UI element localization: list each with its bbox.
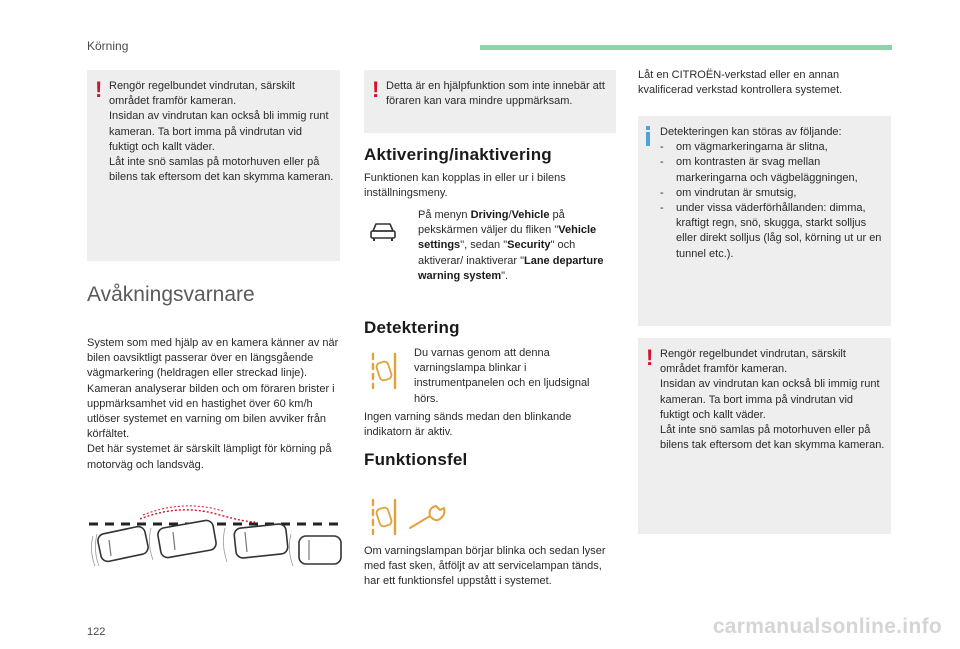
watermark-logo: carmanualsonline.info: [712, 615, 942, 638]
warning-box-assist-function: [364, 70, 616, 133]
warning-box-text: Rengör regelbundet vindrutan, särskilt området framför kameran. Insidan av vindrutan kan också bli immig runt kameran. Ta bort imma på vindrutan vid fuktigt och kallt väder. Låt inte snö samlas på motorhuven eller på bilens tak eftersom det kan skymma kameran.: [660, 348, 885, 452]
step-text: /: [508, 209, 512, 221]
lane-departure-illustration: [85, 500, 343, 576]
section-accent-bar: [480, 45, 892, 50]
detection-note: Ingen varning sänds medan den blinkande indikatorn är aktiv.: [364, 411, 572, 439]
step-text: på pekskärmen väljer du fliken ": [418, 209, 565, 237]
car-icon: [368, 220, 398, 244]
info-box-detection-disturbances: [638, 116, 891, 326]
road-cars-icon: [85, 500, 343, 576]
list-item: - om vägmarkeringarna är slitna,: [660, 141, 828, 154]
step-text: ".: [501, 269, 509, 282]
info-box-lead: Detekteringen kan störas av följande:: [660, 126, 842, 138]
list-item: - under vissa väderförhållanden: dimma, kraftigt regn, snö, skugga, starkt solljus eller direkt solljus (låg sol, körning ut ur en tunnel etc.).: [660, 202, 882, 260]
list-item: - om vindrutan är smutsig,: [660, 186, 797, 199]
heading-detection: Detektering: [364, 318, 460, 337]
section-label: Körning: [87, 39, 129, 53]
info-icon-dot: [646, 126, 650, 130]
warning-box-text: Rengör regelbundet vindrutan, särskilt området framför kameran. Insidan av vindrutan kan också bli immig runt kameran. Ta bort imma på vindrutan vid fuktigt och kallt väder. Låt inte snö samlas på motorhuven eller på bilens tak eftersom det kan skymma kameran.: [109, 80, 334, 184]
warning-exclamation-icon: !: [95, 77, 103, 102]
lane-lamp-icon: [368, 350, 400, 390]
warning-box-text: Detta är en hjälpfunktion som inte innebär att föraren kan vara mindre uppmärksam.: [386, 80, 605, 108]
workshop-check-text: Låt en CITROËN-verkstad eller en annan kvalificerad verkstad kontrollera systemet.: [638, 69, 843, 97]
lane-warning-lamp-icon: [368, 350, 400, 390]
list-item: - om kontrasten är svag mellan markeringarna och vägbeläggningen,: [660, 156, 858, 184]
activation-step: [418, 208, 608, 284]
page-number: 122: [87, 626, 106, 638]
fault-icons: [368, 496, 454, 536]
option-lane-departure-warning: Lane departure warning system: [418, 254, 604, 282]
heading-fault: Funktionsfel: [364, 450, 468, 469]
step-text: ", sedan ": [460, 239, 508, 252]
activation-intro: Funktionen kan kopplas in eller ur i bilens inställningsmeny.: [364, 172, 566, 200]
menu-vehicle: Vehicle: [511, 209, 550, 221]
lane-departure-description: System som med hjälp av en kamera känner av när bilen oavsiktligt passerar över en längsgående vägmarkering (heldragen eller streckad linje). Kameran analyserar bilden och om föraren brister i uppmärksamhet vid en hastighet över 60 km/h utlöser systemet en varning om bilen avviker från körfältet. Det här systemet är särskilt lämpligt för körning på motorväg och landsväg.: [87, 337, 339, 471]
fault-description: Om varningslampan börjar blinka och sedan lyser med fast sken, åtföljt av att servicelampan tänds, har ett funktionsfel uppstått i systemet.: [364, 545, 606, 588]
warning-box-camera-cleaning: [87, 70, 340, 261]
warning-box-camera-cleaning-2: [638, 338, 891, 534]
step-text: " och aktiverar/ inaktiverar ": [418, 239, 576, 267]
vehicle-settings-icon: [368, 220, 398, 244]
info-icon-bar: [646, 132, 650, 146]
step-text: På menyn: [418, 209, 471, 221]
lane-lamp-and-wrench-icon: [368, 496, 454, 536]
heading-lane-departure-warning: Avåkningsvarnare: [87, 283, 255, 306]
tab-vehicle-settings: Vehicle settings: [418, 224, 597, 252]
detection-warning-text: Du varnas genom att denna varningslampa blinkar i instrumentpanelen och en ljudsignal hörs.: [414, 347, 590, 405]
warning-exclamation-icon: !: [372, 77, 380, 102]
menu-driving: Driving: [470, 209, 509, 221]
heading-activation: Aktivering/inaktivering: [364, 145, 552, 164]
warning-exclamation-icon: !: [646, 345, 654, 370]
menu-security: Security: [507, 239, 551, 252]
disturbance-list: [660, 140, 886, 262]
